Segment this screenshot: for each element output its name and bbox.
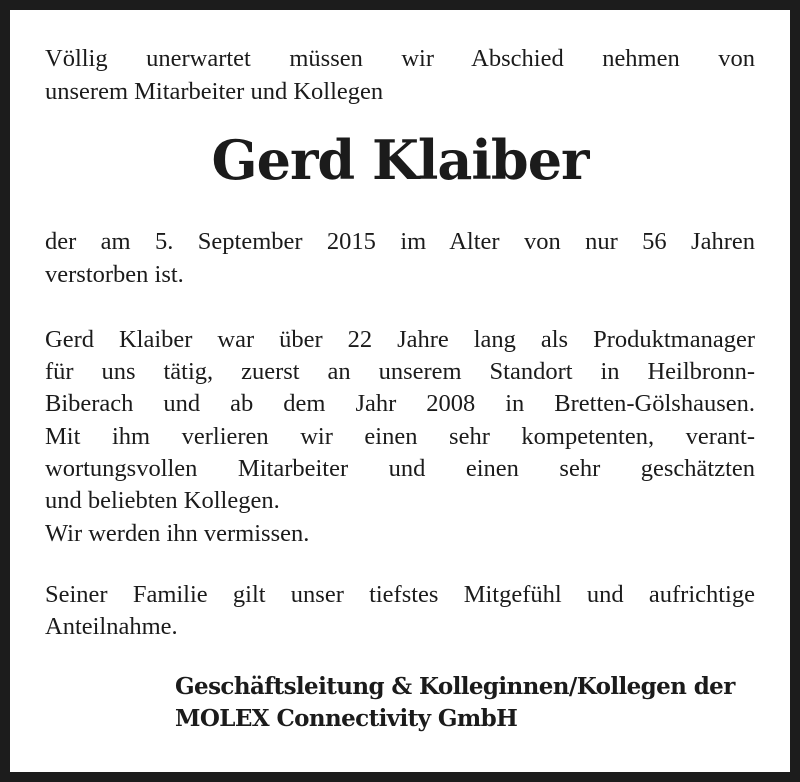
body-line: für uns tätig, zuerst an unserem Standort in Heilbronn- bbox=[45, 358, 755, 385]
body-line: und beliebten Kollegen. bbox=[45, 487, 280, 514]
body-line: wortungsvollen Mitarbeiter und einen sehr geschätzten bbox=[45, 455, 755, 482]
signature-line: Geschäftsleitung & Kolleginnen/Kollegen der bbox=[175, 673, 735, 700]
body-line: Wir werden ihn vermissen. bbox=[45, 520, 310, 547]
deceased-name: Gerd Klaiber bbox=[211, 128, 589, 192]
condolence-line: Anteilnahme. bbox=[45, 613, 178, 640]
obituary-notice bbox=[10, 10, 790, 772]
body-line: Mit ihm verlieren wir einen sehr kompetenten, verant- bbox=[45, 423, 755, 450]
body-line: Gerd Klaiber war über 22 Jahre lang als Produktmanager bbox=[45, 326, 755, 353]
death-line: der am 5. September 2015 im Alter von nur 56 Jahren bbox=[45, 228, 755, 255]
signature-line: MOLEX Connectivity GmbH bbox=[175, 705, 518, 732]
death-line: verstorben ist. bbox=[45, 261, 184, 288]
intro-line: unserem Mitarbeiter und Kollegen bbox=[45, 78, 384, 105]
body-line: Biberach und ab dem Jahr 2008 in Bretten-Gölshausen. bbox=[45, 390, 755, 417]
condolence-line: Seiner Familie gilt unser tiefstes Mitgefühl und aufrichtige bbox=[45, 581, 755, 608]
intro-line: Völlig unerwartet müssen wir Abschied nehmen von bbox=[45, 45, 755, 72]
